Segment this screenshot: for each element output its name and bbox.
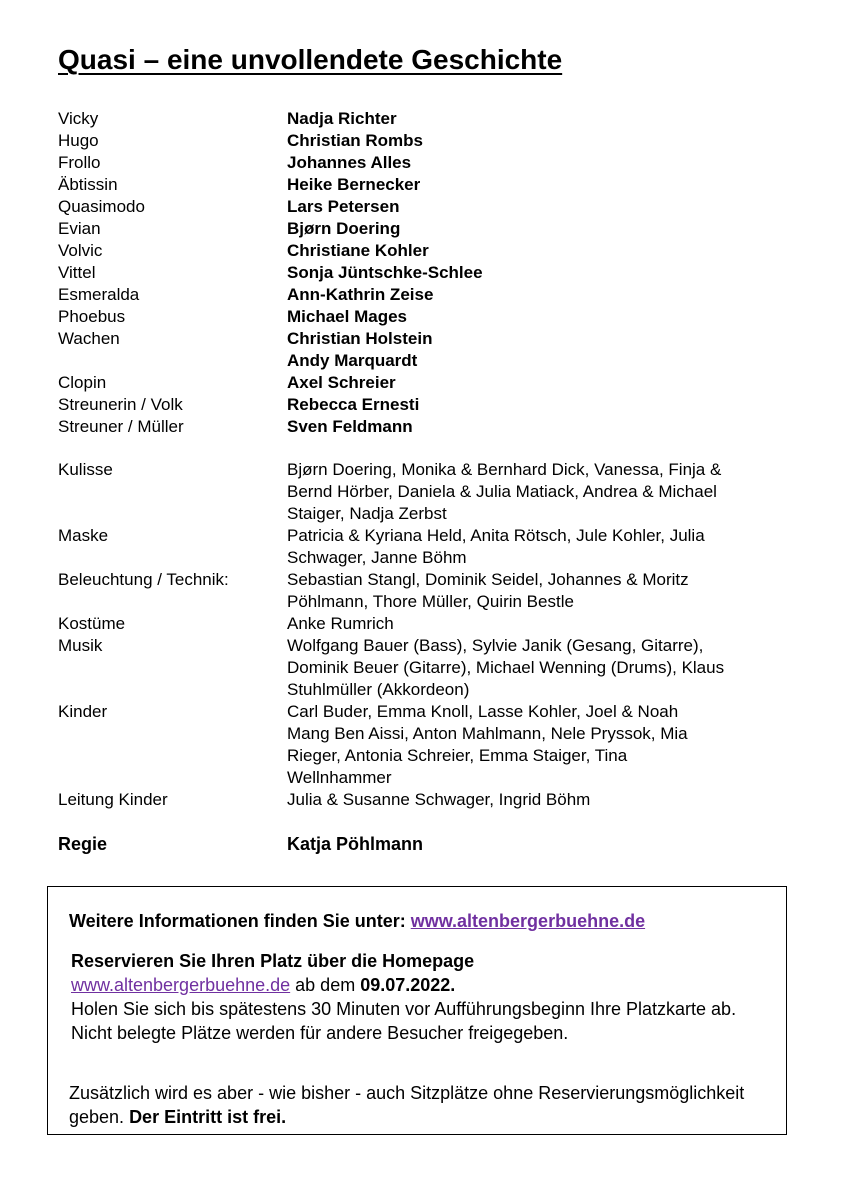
crew-row [58, 635, 798, 701]
info-line [69, 911, 645, 932]
crew-member-line: Bernd Hörber, Daniela & Julia Matiack, Andrea & Michael [287, 482, 717, 501]
crew-member-line: Patricia & Kyriana Held, Anita Rötsch, Jule Kohler, Julia [287, 526, 705, 545]
cast-row [58, 218, 798, 240]
regie-label: Regie [58, 834, 108, 854]
website-link[interactable]: www.altenbergerbuehne.de [410, 911, 646, 931]
crew-role: Musik [58, 636, 103, 655]
cast-row [58, 240, 798, 262]
free-entry: Der Eintritt ist frei. [129, 1107, 287, 1127]
cast-role: Vicky [58, 109, 99, 128]
cast-actor: Ann-Kathrin Zeise [287, 285, 434, 304]
info-box [47, 886, 787, 1135]
cast-role: Wachen [58, 329, 120, 348]
crew-member-line: Pöhlmann, Thore Müller, Quirin Bestle [287, 592, 574, 611]
cast-row [58, 350, 798, 372]
cast-row [58, 108, 798, 130]
cast-row [58, 416, 798, 438]
crew-members [287, 613, 782, 635]
reservation-link[interactable]: www.altenbergerbuehne.de [71, 975, 291, 995]
cast-row [58, 394, 798, 416]
crew-members [287, 789, 782, 811]
crew-members [287, 701, 782, 789]
crew-member-line: Rieger, Antonia Schreier, Emma Staiger, Tina [287, 746, 628, 765]
cast-role: Äbtissin [58, 175, 118, 194]
extra-text: Zusätzlich wird es aber - wie bisher - auch Sitzplätze ohne Reservierungsmöglichkeit geben. [69, 1083, 745, 1127]
regie-row [58, 834, 423, 855]
crew-members [287, 635, 782, 701]
cast-actor: Heike Bernecker [287, 175, 421, 194]
reservation-block [71, 949, 771, 1045]
cast-role: Vittel [58, 263, 96, 282]
cast-row [58, 328, 798, 350]
cast-role: Volvic [58, 241, 103, 260]
cast-row [58, 262, 798, 284]
cast-actor: Andy Marquardt [287, 351, 418, 370]
cast-actor: Christiane Kohler [287, 241, 429, 260]
cast-row [58, 152, 798, 174]
cast-actor: Sven Feldmann [287, 417, 413, 436]
cast-role: Clopin [58, 373, 107, 392]
cast-row [58, 372, 798, 394]
crew-member-line: Dominik Beuer (Gitarre), Michael Wenning (Drums), Klaus [287, 658, 725, 677]
crew-row [58, 459, 798, 525]
cast-role: Streuner / Müller [58, 417, 184, 436]
cast-row [58, 306, 798, 328]
crew-members [287, 525, 782, 569]
cast-role: Streunerin / Volk [58, 395, 183, 414]
crew-member-line: Sebastian Stangl, Dominik Seidel, Johannes & Moritz [287, 570, 689, 589]
reservation-mid: ab dem [290, 975, 361, 995]
crew-row [58, 613, 798, 635]
cast-actor: Rebecca Ernesti [287, 395, 420, 414]
crew-member-line: Wellnhammer [287, 768, 392, 787]
cast-actor: Michael Mages [287, 307, 407, 326]
cast-row [58, 196, 798, 218]
crew-member-line: Bjørn Doering, Monika & Bernhard Dick, Vanessa, Finja & [287, 460, 722, 479]
extra-info [69, 1081, 769, 1129]
cast-row [58, 130, 798, 152]
cast-actor: Johannes Alles [287, 153, 412, 172]
reservation-text: Holen Sie sich bis spätestens 30 Minuten vor Aufführungsbeginn Ihre Platzkarte ab. Nicht belegte Plätze werden für andere Besucher freigegeben. [71, 999, 737, 1043]
page-title: Quasi – eine unvollendete Geschichte [58, 44, 563, 75]
cast-row [58, 284, 798, 306]
regie-name: Katja Pöhlmann [287, 834, 424, 854]
crew-members [287, 569, 782, 613]
cast-role: Frollo [58, 153, 101, 172]
crew-role: Kulisse [58, 460, 113, 479]
reservation-line [71, 973, 771, 997]
crew-members [287, 459, 782, 525]
crew-member-line: Anke Rumrich [287, 614, 394, 633]
cast-actor: Axel Schreier [287, 373, 396, 392]
reservation-heading: Reservieren Sie Ihren Platz über die Homepage [71, 951, 475, 971]
cast-role: Evian [58, 219, 101, 238]
crew-role: Beleuchtung / Technik: [58, 570, 229, 589]
cast-role: Hugo [58, 131, 99, 150]
crew-row [58, 525, 798, 569]
crew-member-line: Mang Ben Aissi, Anton Mahlmann, Nele Pryssok, Mia [287, 724, 688, 743]
crew-member-line: Carl Buder, Emma Knoll, Lasse Kohler, Joel & Noah [287, 702, 679, 721]
cast-role: Phoebus [58, 307, 126, 326]
cast-role: Esmeralda [58, 285, 140, 304]
cast-row [58, 174, 798, 196]
crew-member-line: Stuhlmüller (Akkordeon) [287, 680, 470, 699]
cast-actor: Bjørn Doering [287, 219, 401, 238]
reservation-date: 09.07.2022. [360, 975, 456, 995]
crew-member-line: Wolfgang Bauer (Bass), Sylvie Janik (Gesang, Gitarre), [287, 636, 704, 655]
cast-actor: Lars Petersen [287, 197, 400, 216]
crew-member-line: Schwager, Janne Böhm [287, 548, 467, 567]
crew-member-line: Julia & Susanne Schwager, Ingrid Böhm [287, 790, 591, 809]
cast-actor: Christian Rombs [287, 131, 424, 150]
info-prefix: Weitere Informationen finden Sie unter: [69, 911, 411, 931]
cast-actor: Christian Holstein [287, 329, 433, 348]
crew-role: Kinder [58, 702, 108, 721]
cast-role [58, 350, 287, 372]
crew-member-line: Staiger, Nadja Zerbst [287, 504, 447, 523]
cast-list [58, 108, 798, 438]
cast-actor: Nadja Richter [287, 109, 397, 128]
crew-row [58, 701, 798, 789]
crew-role: Kostüme [58, 614, 126, 633]
crew-role: Leitung Kinder [58, 790, 168, 809]
crew-row [58, 569, 798, 613]
cast-actor: Sonja Jüntschke-Schlee [287, 263, 483, 282]
crew-list [58, 459, 798, 811]
crew-role: Maske [58, 526, 109, 545]
crew-row [58, 789, 798, 811]
cast-role: Quasimodo [58, 197, 145, 216]
